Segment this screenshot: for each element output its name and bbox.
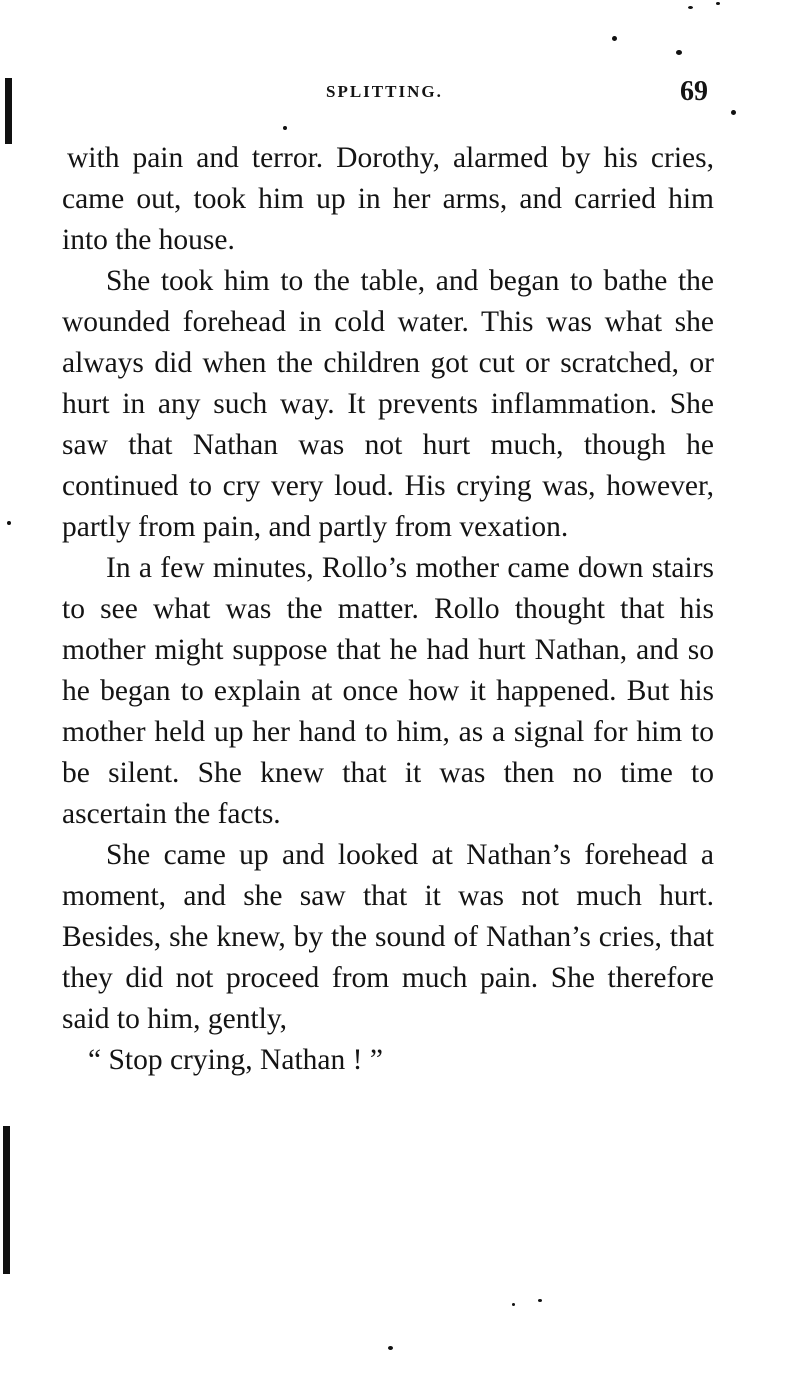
paragraph-1: with pain and terror. Dorothy, alarmed by his cries, came out, took him up in her arms, and carried him into the house.	[62, 142, 714, 256]
scan-speck	[716, 2, 720, 5]
running-head: SPLITTING.	[326, 82, 443, 101]
scan-speck	[676, 50, 682, 55]
paragraph-5-dialogue: “ Stop crying, Nathan ! ”	[88, 1044, 383, 1076]
scan-speck	[612, 36, 617, 41]
body-text	[62, 138, 714, 1081]
paragraph-2: She took him to the table, and began to bathe the wounded forehead in cold water. This was what she always did when the children got cut or scratched, or hurt in any such way. It prevents inflammation. She saw that Nathan was not hurt much, though he continued to cry very loud. His crying was, however, partly from pain, and partly from vexation.	[62, 265, 714, 543]
paragraph-3: In a few minutes, Rollo’s mother came down stairs to see what was the matter. Rollo thought that his mother might suppose that he had hurt Nathan, and so he began to explain at once how it happened. But his mother held up her hand to him, as a signal for him to be silent. She knew that it was then no time to ascertain the facts.	[62, 552, 714, 830]
page-number: 69	[680, 76, 708, 107]
scan-speck	[688, 6, 693, 9]
scan-speck	[388, 1346, 393, 1350]
left-margin-binding-mark-bottom	[3, 1126, 10, 1274]
page-header	[0, 76, 785, 110]
paragraph-4: She came up and looked at Nathan’s forehead a moment, and she saw that it was not much hurt. Besides, she knew, by the sound of Nathan’s cries, that they did not proceed from much pain. She therefore said to him, gently,	[62, 839, 714, 1035]
scan-speck	[538, 1299, 542, 1302]
left-margin-binding-mark-top	[5, 78, 12, 144]
scan-speck	[512, 1303, 515, 1306]
scan-speck	[7, 521, 11, 525]
scan-speck	[731, 110, 736, 115]
scan-speck	[283, 126, 287, 130]
